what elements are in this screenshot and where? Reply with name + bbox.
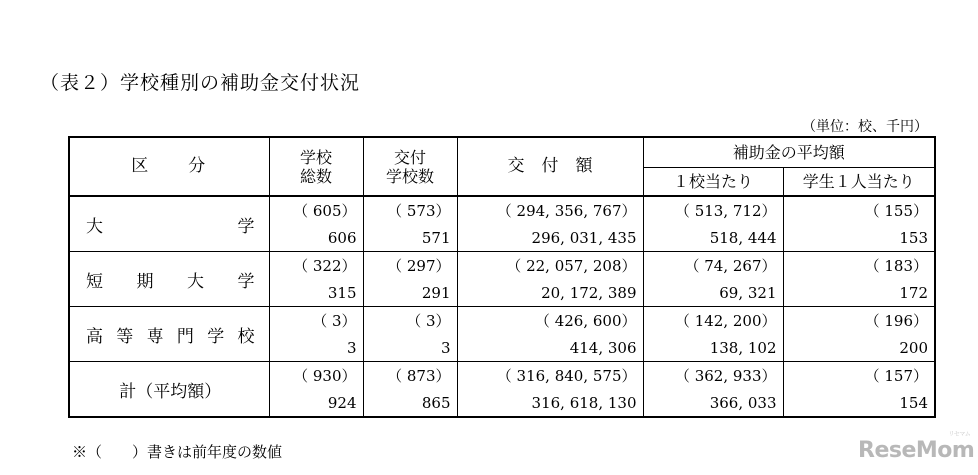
cell-cur-schools: 924 [269, 389, 363, 417]
cell-cur-per-student: 200 [783, 334, 935, 362]
table-row [69, 196, 935, 224]
cell-cur-per-student: 153 [783, 224, 935, 252]
cell-cur-schools: 3 [269, 334, 363, 362]
header-granted-line1: 交付 [393, 147, 426, 167]
cell-cur-per-student: 154 [783, 389, 935, 417]
cell-cur-schools: 315 [269, 279, 363, 307]
cell-prev-granted: （ 297） [363, 252, 457, 280]
cell-prev-granted: （ 3） [363, 307, 457, 335]
header-school-total-line2: 総数 [299, 166, 332, 186]
cell-cur-amount: 20, 172, 389 [457, 279, 643, 307]
cell-prev-amount: （ 22, 057, 208） [457, 252, 643, 280]
logo-text: ReseMom [858, 438, 975, 463]
cell-cur-granted: 571 [363, 224, 457, 252]
cell-cur-amount: 296, 031, 435 [457, 224, 643, 252]
cell-prev-per-student: （ 155） [783, 196, 935, 224]
cell-cur-granted: 865 [363, 389, 457, 417]
cell-cur-granted: 291 [363, 279, 457, 307]
cell-prev-amount: （ 426, 600） [457, 307, 643, 335]
table-title: （表２）学校種別の補助金交付状況 [40, 72, 361, 94]
table-row [69, 362, 935, 390]
cell-cur-per-school: 69, 321 [643, 279, 783, 307]
cell-cur-per-student: 172 [783, 279, 935, 307]
footnote: ※（ ）書きは前年度の数値 [72, 443, 283, 461]
table-row [69, 307, 935, 335]
cell-prev-per-school: （ 74, 267） [643, 252, 783, 280]
cell-cur-per-school: 518, 444 [643, 224, 783, 252]
header-category: 区 分 [69, 137, 269, 196]
subsidy-table [68, 136, 936, 418]
header-school-total-line1: 学校 [299, 147, 332, 167]
cell-prev-per-student: （ 196） [783, 307, 935, 335]
row-category-total: 計（平均額） [119, 381, 222, 402]
logo-subtext: リセマム [948, 431, 971, 438]
cell-cur-schools: 606 [269, 224, 363, 252]
header-granted-schools [363, 137, 457, 196]
unit-label: （単位：校、千円） [802, 119, 928, 135]
cell-cur-amount: 414, 306 [457, 334, 643, 362]
header-average-group: 補助金の平均額 [643, 137, 935, 168]
cell-cur-per-school: 366, 033 [643, 389, 783, 417]
cell-prev-amount: （ 316, 840, 575） [457, 362, 643, 390]
header-per-student: 学生１人当たり [783, 168, 935, 197]
header-school-total [269, 137, 363, 196]
cell-prev-per-school: （ 142, 200） [643, 307, 783, 335]
header-granted-line2: 学校数 [385, 166, 434, 186]
cell-prev-schools: （ 605） [269, 196, 363, 224]
cell-prev-granted: （ 873） [363, 362, 457, 390]
cell-prev-per-student: （ 157） [783, 362, 935, 390]
cell-prev-amount: （ 294, 356, 767） [457, 196, 643, 224]
cell-cur-granted: 3 [363, 334, 457, 362]
cell-prev-schools: （ 930） [269, 362, 363, 390]
cell-prev-schools: （ 322） [269, 252, 363, 280]
cell-cur-per-school: 138, 102 [643, 334, 783, 362]
header-amount: 交 付 額 [457, 137, 643, 196]
resemom-logo [858, 431, 975, 463]
cell-prev-per-school: （ 513, 712） [643, 196, 783, 224]
row-category-technical-college: 高等専門学校 [69, 307, 269, 362]
cell-prev-granted: （ 573） [363, 196, 457, 224]
cell-prev-per-student: （ 183） [783, 252, 935, 280]
cell-prev-per-school: （ 362, 933） [643, 362, 783, 390]
table-row [69, 252, 935, 280]
row-category-university: 大 学 [69, 196, 269, 252]
cell-cur-amount: 316, 618, 130 [457, 389, 643, 417]
cell-prev-schools: （ 3） [269, 307, 363, 335]
header-per-school: １校当たり [643, 168, 783, 197]
row-category-junior-college: 短 期 大 学 [69, 252, 269, 307]
